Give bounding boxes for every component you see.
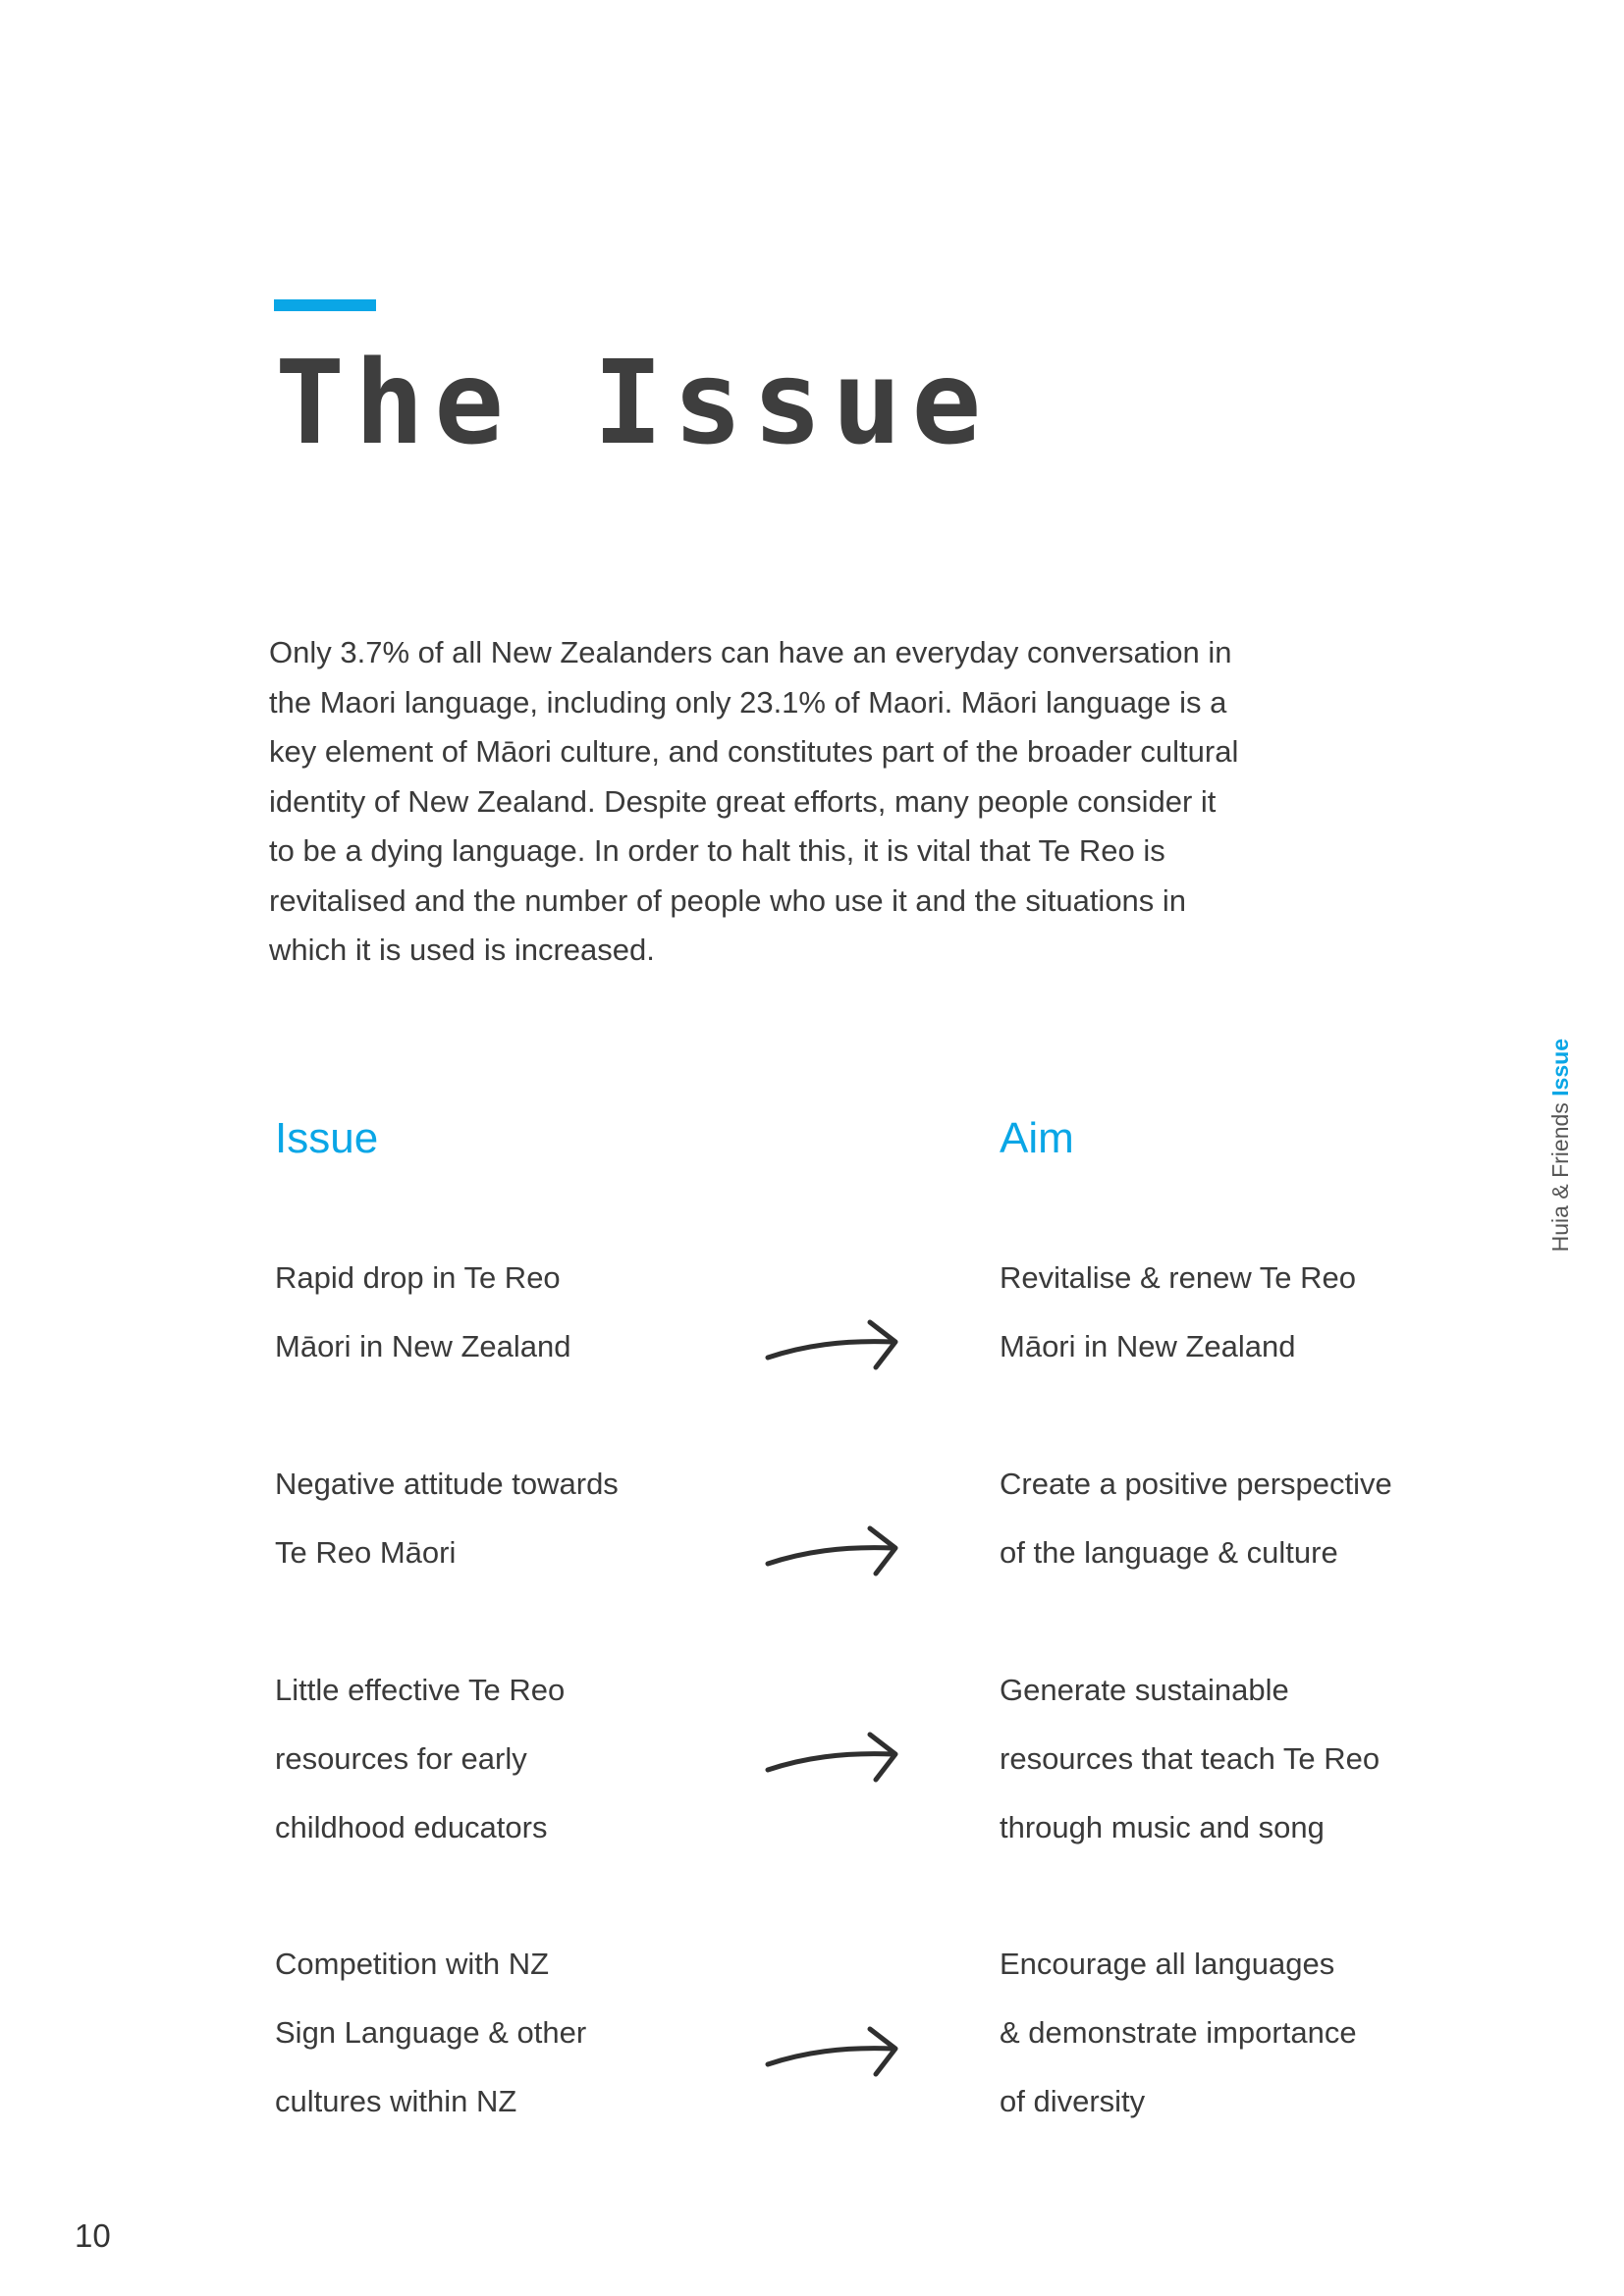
intro-paragraph: Only 3.7% of all New Zealanders can have an everyday conversation in the Maori language, including only 23.1% of Maori. Māori language is a key element of Māori culture, and constitutes part of the broader cultural identity of New Zealand. Despite great efforts, many people consider it to be a dying language. In order to halt this, it is vital that Te Reo is revitalised and the number of people who use it and the situations in which it is used is increased. <box>269 635 1239 967</box>
aim-line: Generate sustainable <box>1000 1673 1289 1707</box>
aim-line: Revitalise & renew Te Reo <box>1000 1260 1356 1295</box>
aim-line: of the language & culture <box>1000 1535 1338 1570</box>
issue-text <box>275 1930 586 2136</box>
right-arrow-icon <box>764 1729 901 1788</box>
side-label-prefix: Huia & Friends <box>1547 1102 1573 1253</box>
aim-line: Create a positive perspective <box>1000 1467 1392 1501</box>
aim-text <box>1000 1450 1392 1587</box>
issue-line: Māori in New Zealand <box>275 1329 571 1363</box>
aim-line: through music and song <box>1000 1810 1325 1844</box>
aim-line: resources that teach Te Reo <box>1000 1741 1380 1776</box>
issue-line: Negative attitude towards <box>275 1467 619 1501</box>
right-arrow-icon <box>764 2023 901 2082</box>
aim-text <box>1000 1656 1380 1862</box>
right-arrow-icon <box>764 1316 901 1375</box>
issue-line: Little effective Te Reo <box>275 1673 566 1707</box>
right-arrow-icon <box>764 1522 901 1581</box>
issue-column-heading: Issue <box>275 1114 379 1162</box>
issue-line: Competition with NZ <box>275 1947 550 1981</box>
aim-line: Māori in New Zealand <box>1000 1329 1296 1363</box>
side-label-section: Issue <box>1547 1039 1573 1096</box>
title-accent-bar <box>274 299 376 311</box>
issue-line: Rapid drop in Te Reo <box>275 1260 561 1295</box>
aim-line: & demonstrate importance <box>1000 2015 1357 2050</box>
aim-column-heading: Aim <box>1000 1114 1074 1162</box>
issue-line: Te Reo Māori <box>275 1535 457 1570</box>
issue-text <box>275 1244 571 1381</box>
issue-line: Sign Language & other <box>275 2015 587 2050</box>
page-title: The Issue <box>275 335 992 470</box>
aim-line: of diversity <box>1000 2084 1146 2118</box>
aim-text <box>1000 1244 1356 1381</box>
aim-line: Encourage all languages <box>1000 1947 1335 1981</box>
issue-line: cultures within NZ <box>275 2084 517 2118</box>
aim-text <box>1000 1930 1357 2136</box>
issue-line: resources for early <box>275 1741 527 1776</box>
page-number: 10 <box>75 2217 111 2254</box>
issue-text <box>275 1450 619 1587</box>
issue-text <box>275 1656 565 1862</box>
issue-line: childhood educators <box>275 1810 548 1844</box>
side-section-label <box>1543 1039 1577 1274</box>
